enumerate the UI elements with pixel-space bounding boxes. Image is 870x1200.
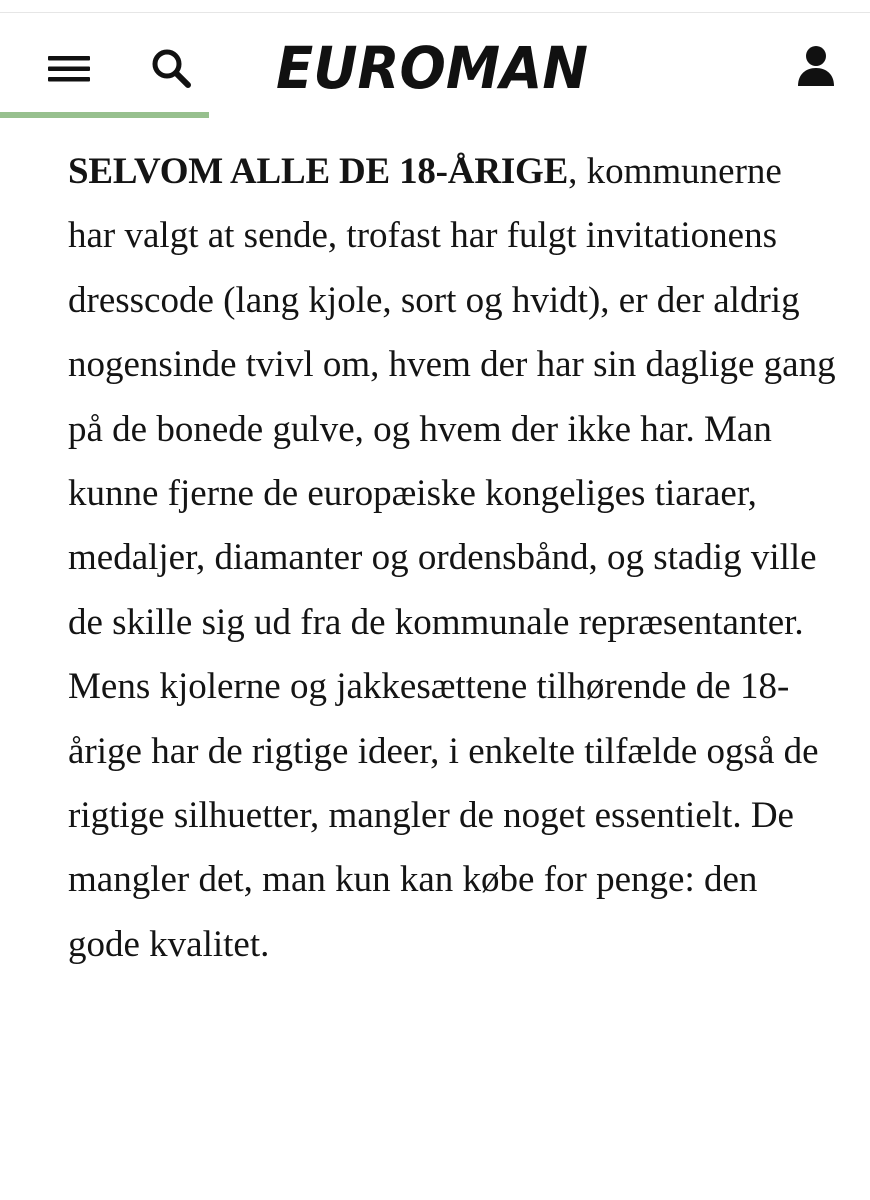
user-account-icon: [790, 41, 842, 91]
hamburger-menu-icon: [44, 49, 94, 89]
lead-in-punctuation: ,: [568, 151, 578, 192]
search-icon: [146, 43, 196, 93]
site-header: [0, 13, 870, 119]
reading-progress-bar: [0, 112, 870, 118]
article-body-text: kommunerne har valgt at sende, trofast har fulgt invitationens dresscode (lang kjole, sort og hvidt), er der aldrig nogensinde tvivl om, hvem der har sin daglige gang på de bonede gulve, og hvem der ikke har. Man kunne fjerne de europæiske kongeliges tiaraer, medaljer, diamanter og ordensbånd, og stadig ville de skille sig ud fra de kommunale repræsentanter. Mens kjolerne og jakkesættene tilhørende de 18-årige har de rigtige ideer, i enkelte tilfælde også de rigtige silhuetter, mangler de noget essentielt. De mangler det, man kun kan købe for penge: den gode kvalitet.: [68, 151, 836, 965]
article-lead-in: SELVOM ALLE DE 18-ÅRIGE: [68, 151, 569, 192]
user-account-button[interactable]: [790, 41, 842, 91]
site-logo[interactable]: [272, 35, 592, 97]
reading-progress-fill: [0, 112, 209, 118]
article-paragraph: [68, 140, 838, 977]
search-button[interactable]: [146, 43, 196, 93]
menu-button[interactable]: [44, 49, 94, 89]
logo-text: EUROMAN: [276, 35, 588, 97]
